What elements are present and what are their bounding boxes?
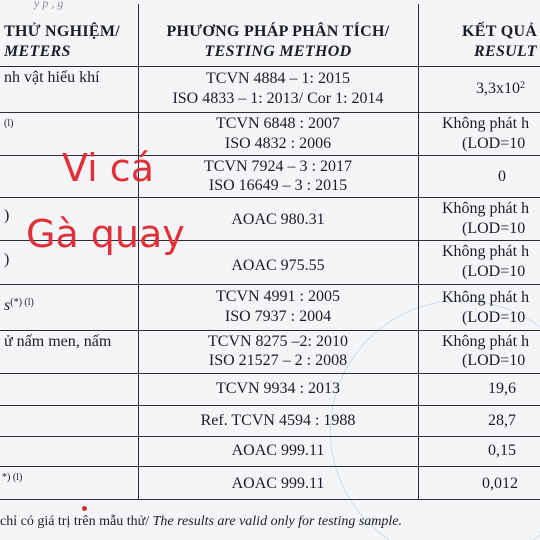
method-cell: AOAC 975.55 (231, 257, 325, 274)
row-divider (0, 330, 540, 331)
result-cell: 28,7 (488, 412, 516, 429)
row-divider (0, 373, 540, 374)
method-cell: ISO 4833 – 1: 2013/ Cor 1: 2014 (172, 90, 384, 107)
header-result-en: RESULT (474, 43, 537, 60)
header-method-en: TESTING METHOD (204, 43, 352, 60)
param-cell: ử nấm men, nấm (4, 333, 112, 350)
row-divider (0, 466, 540, 467)
result-cell: $3,3x10^2$ (476, 80, 525, 97)
result-cell: (LOD=10 (462, 220, 526, 237)
result-cell: (LOD=10 (462, 309, 526, 326)
method-cell: TCVN 6848 : 2007 (216, 115, 340, 132)
param-cell: $s^{(*) (l)}$ (4, 297, 34, 314)
param-cell: nh vật hiếu khí (4, 69, 100, 86)
result-cell: Không phát h (442, 333, 530, 350)
method-cell: TCVN 8275 –2: 2010 (208, 333, 348, 350)
method-cell: AOAC 999.11 (231, 442, 325, 459)
method-cell: ISO 16649 – 3 : 2015 (208, 177, 348, 194)
method-cell: TCVN 9934 : 2013 (216, 380, 340, 397)
result-cell: 0,15 (488, 442, 516, 459)
row-divider (0, 499, 540, 500)
row-divider (0, 197, 540, 198)
handwritten-label-1: Vi cá (62, 146, 154, 190)
param-note: *) (l) (2, 472, 23, 483)
result-cell: Không phát h (442, 200, 530, 217)
method-cell: TCVN 4991 : 2005 (216, 288, 340, 305)
result-cell: Không phát h (442, 289, 530, 306)
method-cell: AOAC 999.11 (231, 475, 325, 492)
header-result-vi: KẾT QUẢ (462, 23, 538, 40)
row-divider (0, 284, 540, 285)
param-cell: ) (4, 251, 10, 268)
ink-dot (82, 506, 87, 511)
column-divider (418, 4, 419, 500)
param-cell: ) (4, 207, 10, 224)
method-cell: ISO 7937 : 2004 (224, 308, 332, 325)
cut-off-text: y p , g (34, 0, 64, 10)
result-cell: 19,6 (488, 380, 516, 397)
row-divider (0, 436, 540, 437)
result-cell: 0 (498, 168, 506, 185)
result-cell: Không phát h (442, 243, 530, 260)
row-divider (0, 66, 540, 67)
method-cell: Ref. TCVN 4594 : 1988 (200, 412, 356, 429)
result-cell: Không phát h (442, 115, 530, 132)
method-cell: ISO 21527 – 2 : 2008 (208, 352, 348, 369)
header-param-en: METERS (4, 43, 71, 60)
header-method-vi: PHƯƠNG PHÁP PHÂN TÍCH/ (166, 23, 390, 40)
footer-note: chỉ có giá trị trên mẫu thử/ The results are valid only for testing sample. (0, 514, 402, 529)
result-cell: (LOD=10 (462, 135, 526, 152)
method-cell: TCVN 7924 – 3 : 2017 (204, 158, 352, 175)
method-cell: AOAC 980.31 (231, 211, 325, 228)
result-cell: (LOD=10 (462, 352, 526, 369)
header-param-vi: THỬ NGHIỆM/ (4, 23, 121, 40)
handwritten-label-2: Gà quay (26, 212, 185, 256)
method-cell: TCVN 4884 – 1: 2015 (206, 70, 350, 87)
row-divider (0, 405, 540, 406)
param-note: (l) (4, 118, 14, 129)
row-divider (0, 112, 540, 113)
method-cell: ISO 4832 : 2006 (224, 135, 332, 152)
result-cell: (LOD=10 (462, 263, 526, 280)
result-cell: 0,012 (482, 475, 518, 492)
